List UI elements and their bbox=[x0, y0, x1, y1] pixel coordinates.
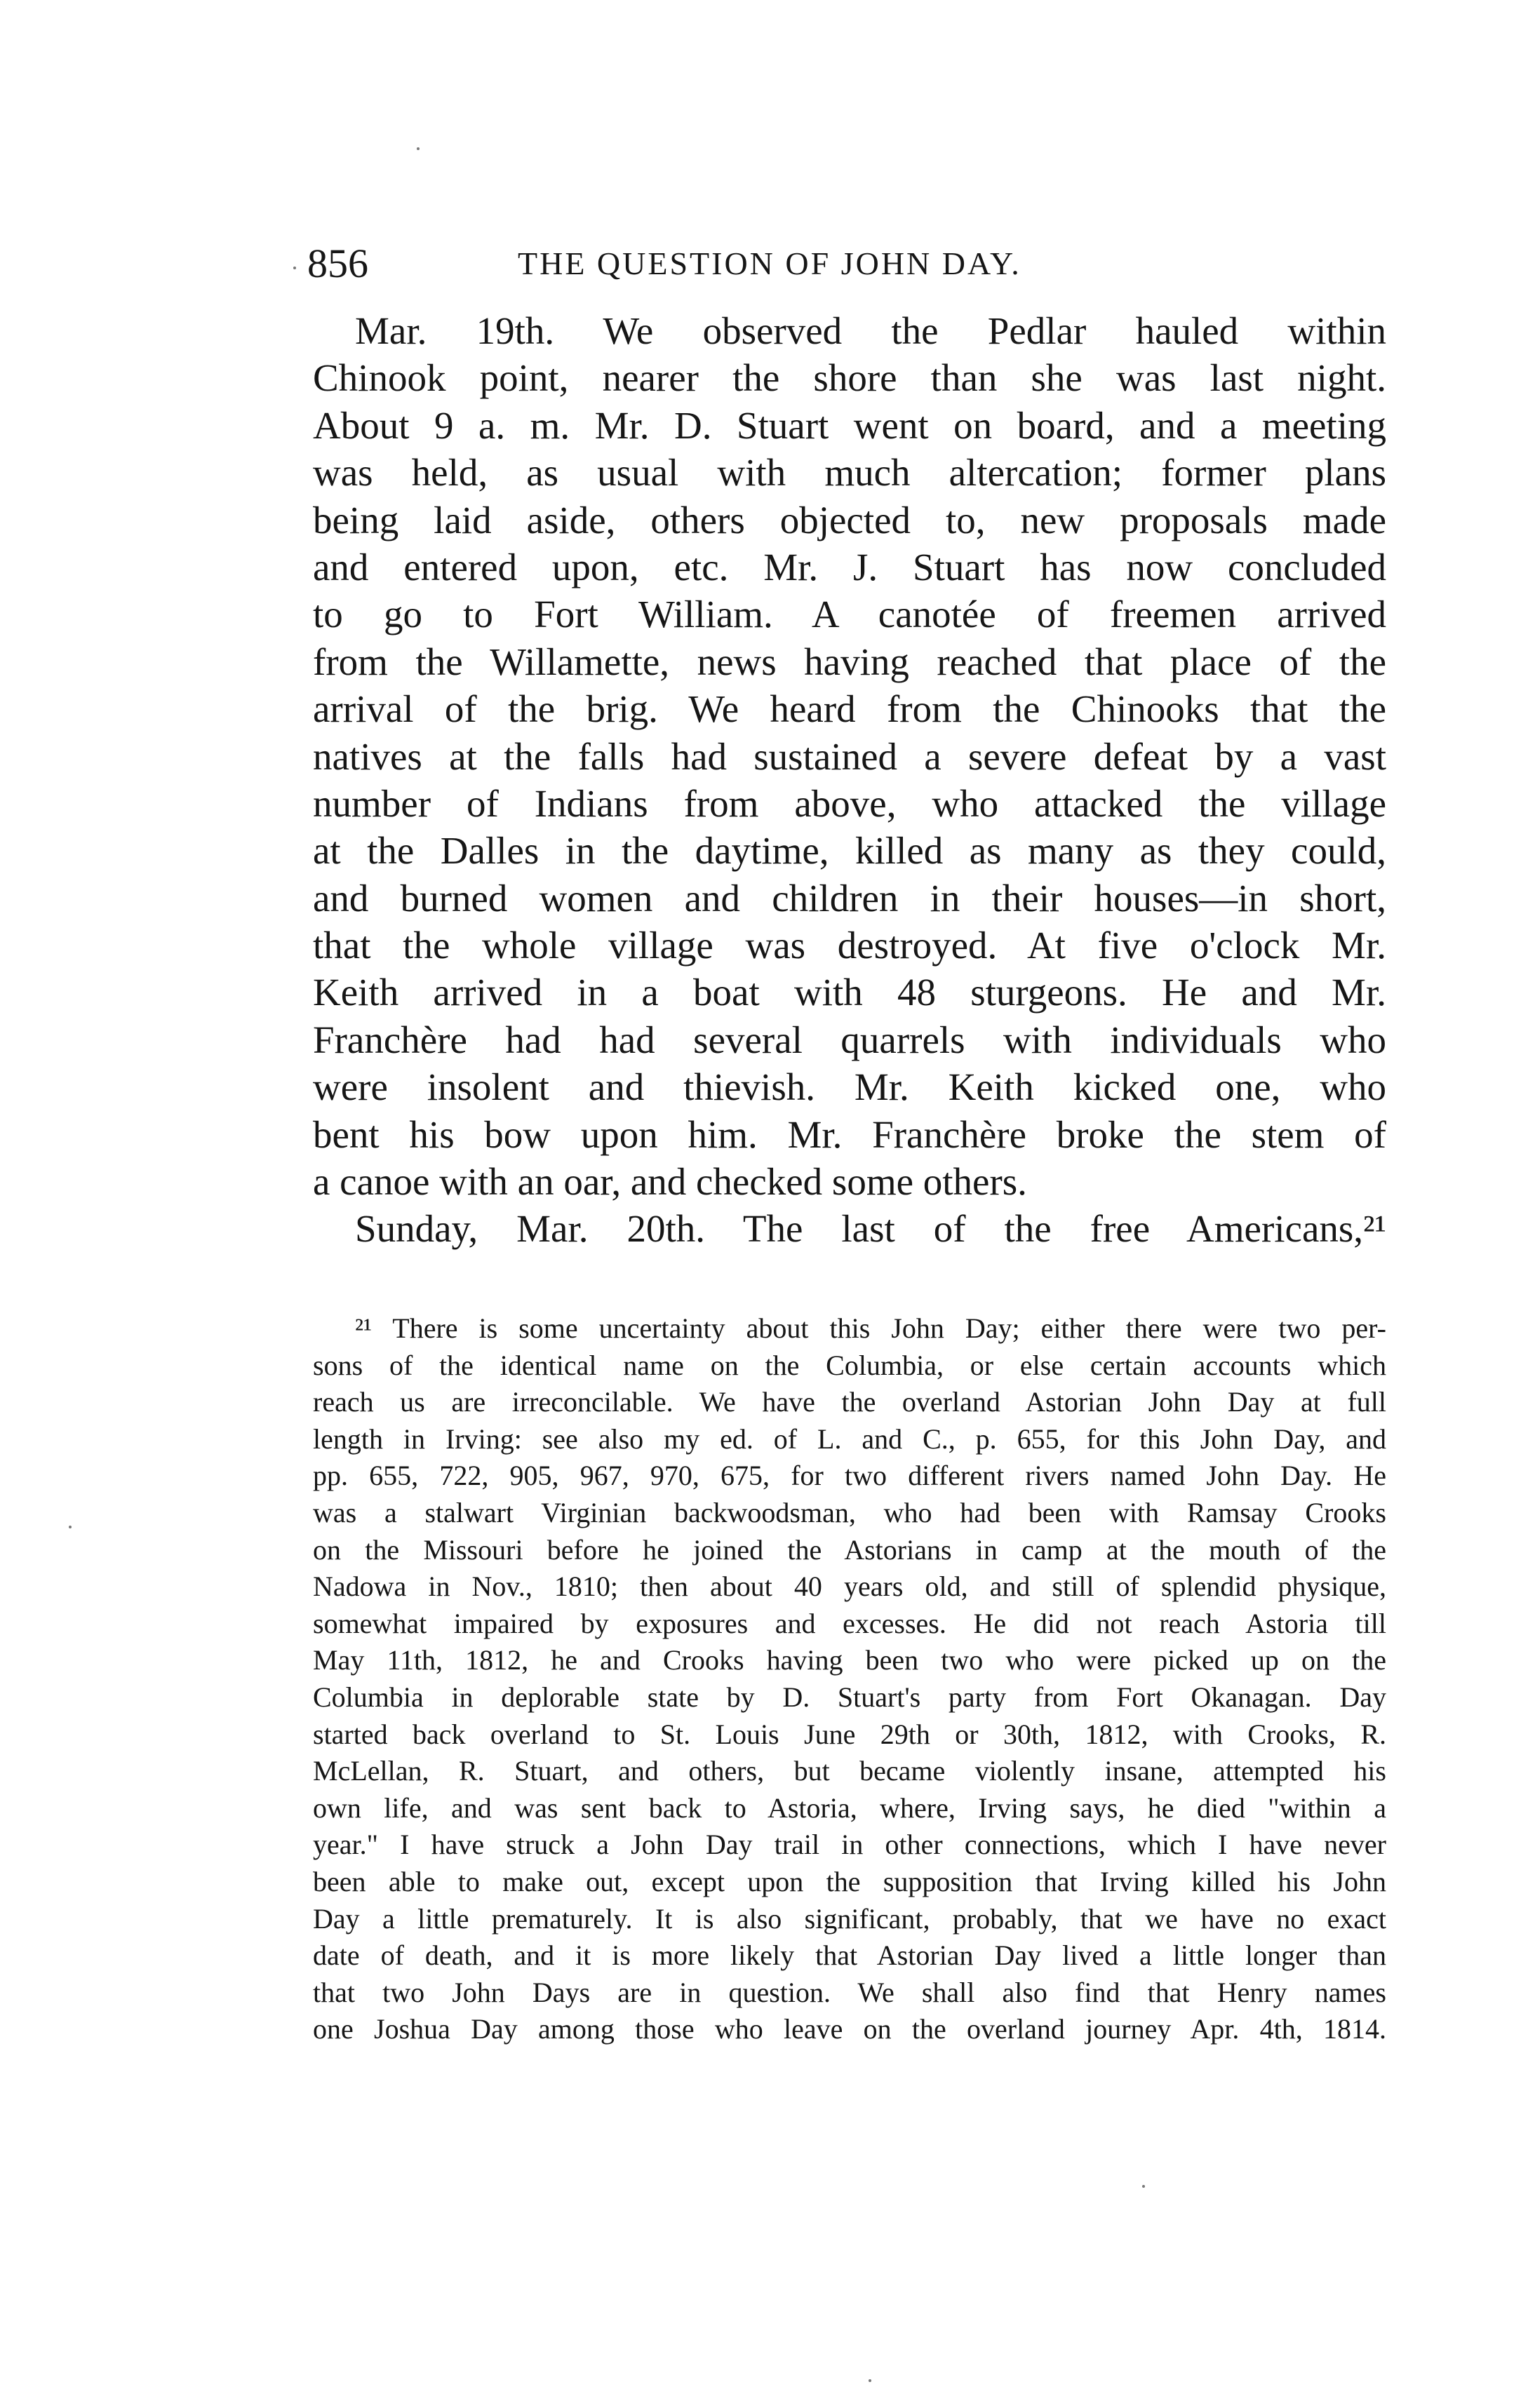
body-line: from the Willamette, news having reached that place of the bbox=[313, 640, 1386, 683]
footnote-line: ²¹ There is some uncertainty about this John Day; either there were two per- bbox=[355, 1312, 1386, 1344]
footnote-line: somewhat impaired by exposures and excesses. He did not reach Astoria till bbox=[313, 1607, 1386, 1639]
body-line: natives at the falls had sustained a severe defeat by a vast bbox=[313, 734, 1386, 778]
print-speck bbox=[293, 267, 296, 269]
footnote-line: been able to make out, except upon the supposition that Irving killed his John bbox=[313, 1865, 1386, 1897]
footnote-line: May 11th, 1812, he and Crooks having been two who were picked up on the bbox=[313, 1644, 1386, 1676]
body-line: Sunday, Mar. 20th. The last of the free Americans,²¹ bbox=[355, 1207, 1386, 1251]
body-line: being laid aside, others objected to, new proposals made bbox=[313, 498, 1386, 542]
body-line: arrival of the brig. We heard from the Chinooks that the bbox=[313, 687, 1386, 731]
footnote-line: that two John Days are in question. We shall also find that Henry names bbox=[313, 1976, 1386, 2008]
footnote-line: McLellan, R. Stuart, and others, but became violently insane, attempted his bbox=[313, 1755, 1386, 1787]
body-line: and burned women and children in their houses—in short, bbox=[313, 876, 1386, 920]
body-line: Franchère had had several quarrels with individuals who bbox=[313, 1018, 1386, 1061]
footnote-line: Nadowa in Nov., 1810; then about 40 years old, and still of splendid physique, bbox=[313, 1570, 1386, 1603]
body-line: was held, as usual with much altercation; former plans bbox=[313, 451, 1386, 495]
footnote-line: on the Missouri before he joined the Astorians in camp at the mouth of the bbox=[313, 1533, 1386, 1566]
footnote-line: Columbia in deplorable state by D. Stuart's party from Fort Okanagan. Day bbox=[313, 1681, 1386, 1713]
footnote-line: was a stalwart Virginian backwoodsman, who had been with Ramsay Crooks bbox=[313, 1496, 1386, 1528]
body-line: at the Dalles in the daytime, killed as many as they could, bbox=[313, 829, 1386, 873]
print-speck bbox=[869, 2379, 871, 2382]
footnote-line: pp. 655, 722, 905, 967, 970, 675, for two different rivers named John Day. He bbox=[313, 1460, 1386, 1492]
footnote-line: one Joshua Day among those who leave on the overland journey Apr. 4th, 1814. bbox=[313, 2013, 1386, 2045]
footnote-line: date of death, and it is more likely that Astorian Day lived a little longer than bbox=[313, 1939, 1386, 1972]
page-number: 856 bbox=[307, 241, 368, 286]
footnote-line: year." I have struck a John Day trail in other connections, which I have never bbox=[313, 1829, 1386, 1861]
footnote-line: length in Irving: see also my ed. of L. and C., p. 655, for this John Day, and bbox=[313, 1422, 1386, 1455]
footnote-line: reach us are irreconcilable. We have the overland Astorian John Day at full bbox=[313, 1386, 1386, 1418]
body-line: were insolent and thievish. Mr. Keith kicked one, who bbox=[313, 1065, 1386, 1109]
print-speck bbox=[1142, 2185, 1145, 2188]
running-header bbox=[307, 236, 1135, 292]
body-line: that the whole village was destroyed. At five o'clock Mr. bbox=[313, 924, 1386, 967]
footnote bbox=[313, 1310, 1386, 2048]
body-line: Chinook point, nearer the shore than she was last night. bbox=[313, 356, 1386, 400]
body-line: to go to Fort William. A canotée of freemen arrived bbox=[313, 593, 1386, 636]
print-speck bbox=[69, 1526, 72, 1528]
body-line: bent his bow upon him. Mr. Franchère broke the stem of bbox=[313, 1112, 1386, 1156]
running-title: THE QUESTION OF JOHN DAY. bbox=[518, 245, 1021, 281]
body-line: and entered upon, etc. Mr. J. Stuart has now concluded bbox=[313, 545, 1386, 588]
body-line: About 9 a. m. Mr. D. Stuart went on board, and a meeting bbox=[313, 403, 1386, 447]
print-speck bbox=[417, 147, 420, 150]
body-text bbox=[313, 307, 1386, 1253]
footnote-line: Day a little prematurely. It is also significant, probably, that we have no exact bbox=[313, 1902, 1386, 1935]
body-line: a canoe with an oar, and checked some others. bbox=[313, 1160, 1027, 1204]
footnote-line: own life, and was sent back to Astoria, where, Irving says, he died "within a bbox=[313, 1791, 1386, 1824]
body-line: Mar. 19th. We observed the Pedlar hauled within bbox=[355, 309, 1386, 352]
body-line: Keith arrived in a boat with 48 sturgeons. He and Mr. bbox=[313, 971, 1386, 1014]
footnote-line: sons of the identical name on the Columbia, or else certain accounts which bbox=[313, 1349, 1386, 1381]
body-line: number of Indians from above, who attacked the village bbox=[313, 781, 1386, 825]
footnote-line: started back overland to St. Louis June 29th or 30th, 1812, with Crooks, R. bbox=[313, 1718, 1386, 1750]
